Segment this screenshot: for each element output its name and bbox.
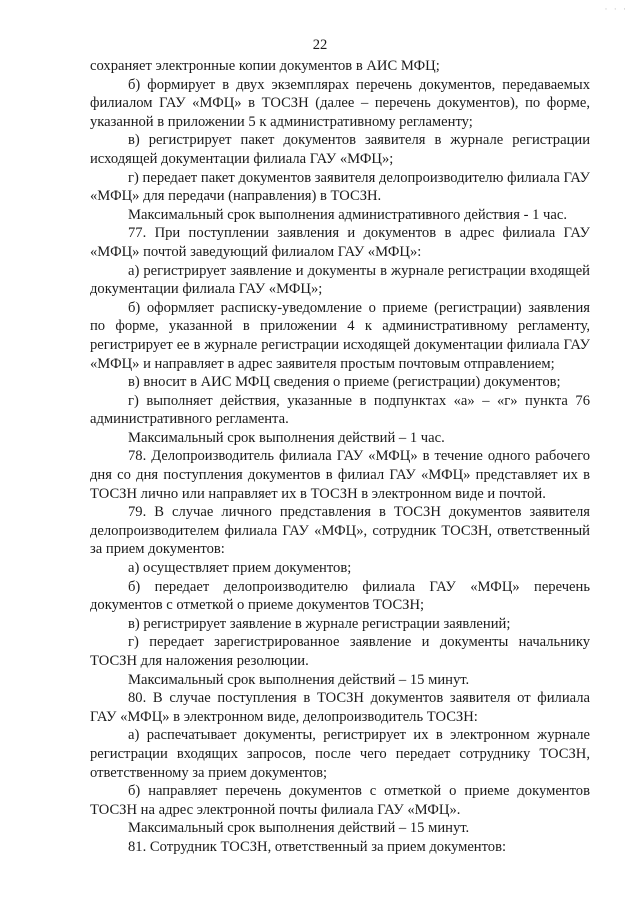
paragraph: Максимальный срок выполнения административного действия - 1 час. bbox=[128, 206, 567, 223]
paragraph: Максимальный срок выполнения действий – 15 минут. bbox=[128, 820, 470, 837]
paragraph: 78. Делопроизводитель филиала ГАУ «МФЦ» в течение одного рабочего дня со дня поступления документов в филиал ГАУ «МФЦ» представляет их в ТОСЗН лично или направляет их в ТОСЗН в электронном виде и почтой. bbox=[90, 448, 590, 502]
paragraph: г) выполняет действия, указанные в подпунктах «а» – «г» пункта 76 административного регламента. bbox=[90, 392, 590, 428]
paragraph: а) регистрирует заявление и документы в журнале регистрации входящей документации филиала ГАУ «МФЦ»; bbox=[90, 262, 590, 298]
paragraph: б) оформляет расписку-уведомление о приеме (регистрации) заявления по форме, указанной в приложении 4 к административному регламенту, регистрирует ее в журнале регистрации исходящей документации филиала ГАУ «МФЦ» и направляет в адрес заявителя простым почтовым отправлением; bbox=[90, 299, 590, 372]
paragraph: а) распечатывает документы, регистрирует их в электронном журнале регистрации входящих запросов, после чего передает сотруднику ТОСЗН, ответственному за прием документов; bbox=[90, 727, 590, 781]
paragraph: г) передает пакет документов заявителя делопроизводителю филиала ГАУ «МФЦ» для передачи (направления) в ТОСЗН. bbox=[90, 169, 590, 205]
paragraph: в) регистрирует пакет документов заявителя в журнале регистрации исходящей документации филиала ГАУ «МФЦ»; bbox=[90, 132, 590, 167]
paragraph: а) осуществляет прием документов; bbox=[128, 560, 352, 577]
document-body bbox=[90, 57, 590, 857]
paragraph: б) формирует в двух экземплярах перечень документов, передаваемых филиалом ГАУ «МФЦ» в ТОСЗН (далее – перечень документов), по форме, указанной в приложении 5 к административному регламенту; bbox=[90, 76, 590, 130]
corner-mark: · · · bbox=[604, 4, 628, 14]
paragraph: 79. В случае личного представления в ТОСЗН документов заявителя делопроизводителем филиала ГАУ «МФЦ», сотрудник ТОСЗН, ответственный за прием документов: bbox=[90, 504, 590, 558]
paragraph: Максимальный срок выполнения действий – 1 час. bbox=[128, 429, 445, 446]
paragraph: Максимальный срок выполнения действий – 15 минут. bbox=[128, 671, 470, 688]
paragraph: 81. Сотрудник ТОСЗН, ответственный за прием документов: bbox=[128, 838, 507, 855]
paragraph: сохраняет электронные копии документов в АИС МФЦ; bbox=[90, 58, 440, 74]
paragraph: г) передает зарегистрированное заявление и документы начальнику ТОСЗН для наложения резолюции. bbox=[90, 634, 590, 669]
paragraph: в) регистрирует заявление в журнале регистрации заявлений; bbox=[128, 615, 511, 632]
paragraph: 77. При поступлении заявления и документов в адрес филиала ГАУ «МФЦ» почтой заведующий филиалом ГАУ «МФЦ»: bbox=[90, 225, 590, 260]
paragraph: б) передает делопроизводителю филиала ГАУ «МФЦ» перечень документов с отметкой о приеме документов ТОСЗН; bbox=[90, 578, 590, 614]
paragraph: 80. В случае поступления в ТОСЗН документов заявителя от филиала ГАУ «МФЦ» в электронном виде, делопроизводитель ТОСЗН: bbox=[90, 690, 590, 725]
paragraph: в) вносит в АИС МФЦ сведения о приеме (регистрации) документов; bbox=[128, 374, 561, 391]
page-number: 22 bbox=[312, 37, 328, 53]
paragraph: б) направляет перечень документов с отметкой о приеме документов ТОСЗН на адрес электронной почты филиала ГАУ «МФЦ». bbox=[90, 783, 590, 818]
